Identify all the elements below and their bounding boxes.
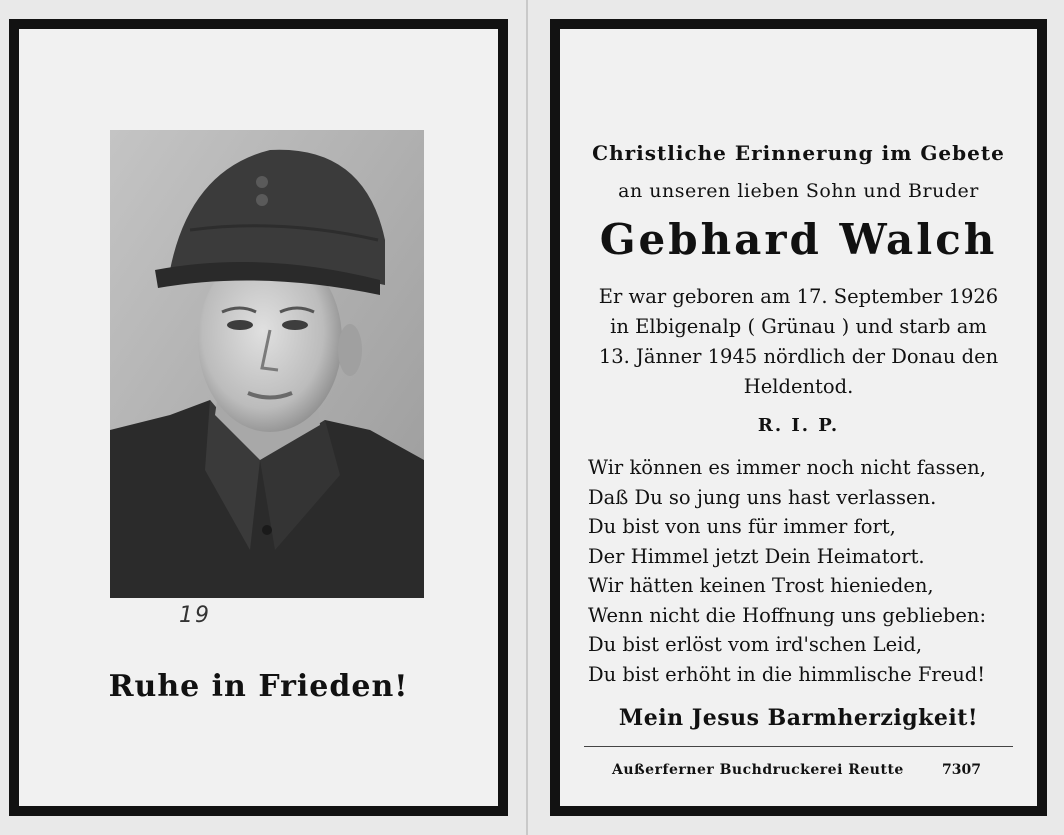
poem-line: Du bist von uns für immer fort,: [588, 515, 896, 538]
biography-text: [588, 282, 1009, 402]
biography-line: Heldentod.: [743, 375, 854, 398]
portrait-photo: [110, 130, 424, 598]
left-card: [9, 19, 508, 816]
deceased-name: Gebhard Walch: [599, 215, 998, 264]
handwritten-number: 19: [179, 603, 211, 628]
print-number: 7307: [942, 762, 981, 778]
poem-line: Du bist erlöst vom ird'schen Leid,: [588, 633, 923, 656]
soldier-portrait-image: [110, 130, 424, 598]
printer-credit: Außerferner Buchdruckerei Reutte: [612, 762, 904, 778]
remembrance-subheading: an unseren lieben Sohn und Bruder: [618, 180, 979, 202]
card-fold: [526, 0, 528, 835]
memorial-poem: [588, 453, 986, 689]
rip-text: R. I. P.: [757, 415, 840, 436]
poem-line: Der Himmel jetzt Dein Heimatort.: [588, 544, 925, 568]
poem-line: Du bist erhöht in die himmlische Freud!: [588, 662, 986, 686]
poem-line: Wir können es immer noch nicht fassen,: [588, 456, 986, 479]
remembrance-heading: Christliche Erinnerung im Gebete: [592, 141, 1005, 165]
divider: [584, 746, 1013, 747]
rest-in-peace-text: Ruhe in Frieden!: [108, 669, 409, 704]
biography-line: Er war geboren am 17. September 1926: [598, 285, 999, 308]
biography-line: 13. Jänner 1945 nördlich der Donau den: [598, 345, 999, 368]
poem-line: Wir hätten keinen Trost hienieden,: [588, 574, 934, 597]
biography-line: in Elbigenalp ( Grünau ) und starb am: [610, 315, 987, 338]
closing-prayer: Mein Jesus Barmherzigkeit!: [618, 705, 979, 731]
right-card: [550, 19, 1047, 816]
poem-line: Daß Du so jung uns hast verlassen.: [588, 485, 937, 509]
poem-line: Wenn nicht die Hoffnung uns geblieben:: [588, 603, 987, 627]
